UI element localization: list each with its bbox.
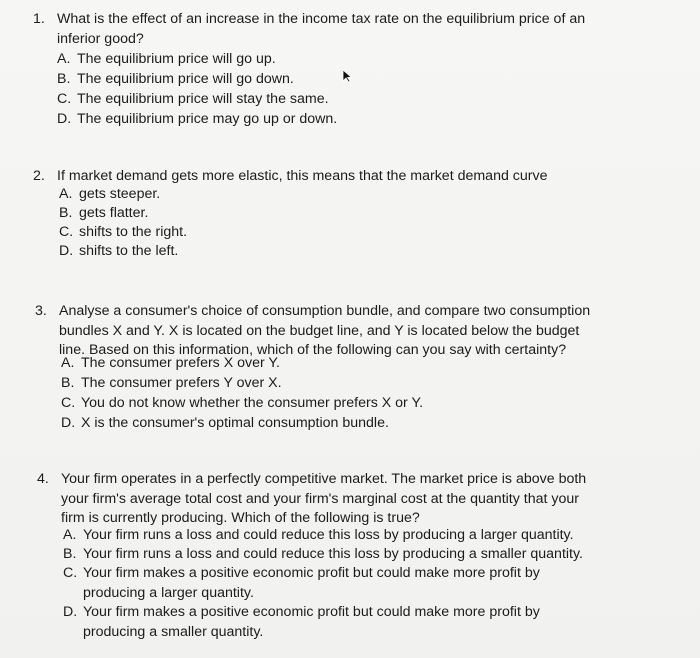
stem-line: inferior good?	[57, 30, 144, 47]
option-text: Your firm makes a positive economic profit but could make more profit by	[83, 565, 540, 581]
option-letter: D.	[63, 604, 78, 620]
option-text: The equilibrium price will stay the same.	[77, 91, 329, 107]
option-text: You do not know whether the consumer prefers X or Y.	[81, 395, 424, 411]
option-text: Your firm makes a positive economic profit but could make more profit by	[83, 604, 540, 620]
option-text: The consumer prefers Y over X.	[81, 375, 282, 391]
option-text: shifts to the right.	[79, 224, 188, 240]
question-stem	[57, 167, 547, 187]
option-letter: C.	[63, 565, 78, 581]
option-letter: A.	[59, 186, 73, 202]
question-3	[35, 302, 655, 437]
option-b[interactable]	[57, 70, 294, 90]
option-text: The consumer prefers X over Y.	[81, 355, 280, 371]
option-text: gets steeper.	[79, 186, 161, 202]
option-c[interactable]	[63, 564, 540, 603]
option-text: The equilibrium price will go up.	[77, 51, 276, 67]
stem-line: line. Based on this information, which of the following can you say with certainty?	[59, 342, 567, 358]
option-letter: C.	[59, 224, 74, 240]
question-number: 4.	[37, 471, 49, 487]
stem-line: your firm's average total cost and your firm's marginal cost at the quantity that your	[61, 490, 579, 507]
option-a[interactable]	[57, 50, 276, 70]
option-a[interactable]	[59, 185, 160, 205]
stem-line: What is the effect of an increase in the income tax rate on the equilibrium price of an	[57, 11, 586, 27]
option-b[interactable]	[63, 545, 583, 565]
question-4	[37, 470, 667, 650]
option-d[interactable]	[57, 110, 337, 130]
option-letter: B.	[57, 71, 71, 87]
option-letter: D.	[57, 111, 72, 127]
option-b[interactable]	[61, 374, 282, 394]
question-2	[33, 167, 653, 267]
stem-line: bundles X and Y. X is located on the budget line, and Y is located below the budget	[59, 322, 580, 339]
option-letter: B.	[61, 375, 75, 391]
option-b[interactable]	[59, 204, 148, 224]
option-letter: A.	[61, 355, 75, 371]
question-number: 2.	[33, 168, 45, 184]
option-letter: B.	[63, 546, 77, 562]
option-letter: D.	[61, 415, 76, 431]
option-d[interactable]	[59, 242, 178, 262]
question-stem	[57, 10, 585, 49]
option-a[interactable]	[61, 354, 280, 374]
question-stem	[59, 302, 590, 361]
option-c[interactable]	[57, 90, 329, 110]
option-letter: C.	[57, 91, 72, 107]
option-d[interactable]	[61, 414, 389, 434]
option-text: The equilibrium price may go up or down.	[77, 111, 338, 127]
option-text: The equilibrium price will go down.	[77, 71, 294, 87]
option-letter: A.	[57, 51, 71, 67]
option-text: shifts to the left.	[79, 243, 179, 259]
option-d[interactable]	[63, 603, 540, 642]
option-letter: C.	[61, 395, 76, 411]
option-text: X is the consumer's optimal consumption bundle.	[81, 415, 389, 431]
question-stem	[61, 470, 586, 529]
stem-line: If market demand gets more elastic, this means that the market demand curve	[57, 168, 548, 184]
option-text-continuation: producing a smaller quantity.	[83, 623, 264, 640]
stem-line: Analyse a consumer's choice of consumption bundle, and compare two consumption	[59, 303, 591, 319]
option-letter: A.	[63, 527, 77, 543]
option-text: gets flatter.	[79, 205, 149, 221]
mouse-cursor-icon	[342, 69, 354, 83]
stem-line: Your firm operates in a perfectly competitive market. The market price is above both	[61, 471, 587, 487]
option-a[interactable]	[63, 526, 574, 546]
option-c[interactable]	[61, 394, 423, 414]
option-text: Your firm runs a loss and could reduce this loss by producing a larger quantity.	[83, 527, 574, 543]
option-letter: D.	[59, 243, 74, 259]
option-c[interactable]	[59, 223, 187, 243]
option-text: Your firm runs a loss and could reduce this loss by producing a smaller quantity.	[83, 546, 583, 562]
question-number: 3.	[35, 303, 47, 319]
option-letter: B.	[59, 205, 73, 221]
stem-line: firm is currently producing. Which of the following is true?	[61, 510, 420, 526]
question-number: 1.	[33, 11, 45, 27]
option-text-continuation: producing a larger quantity.	[83, 584, 254, 601]
